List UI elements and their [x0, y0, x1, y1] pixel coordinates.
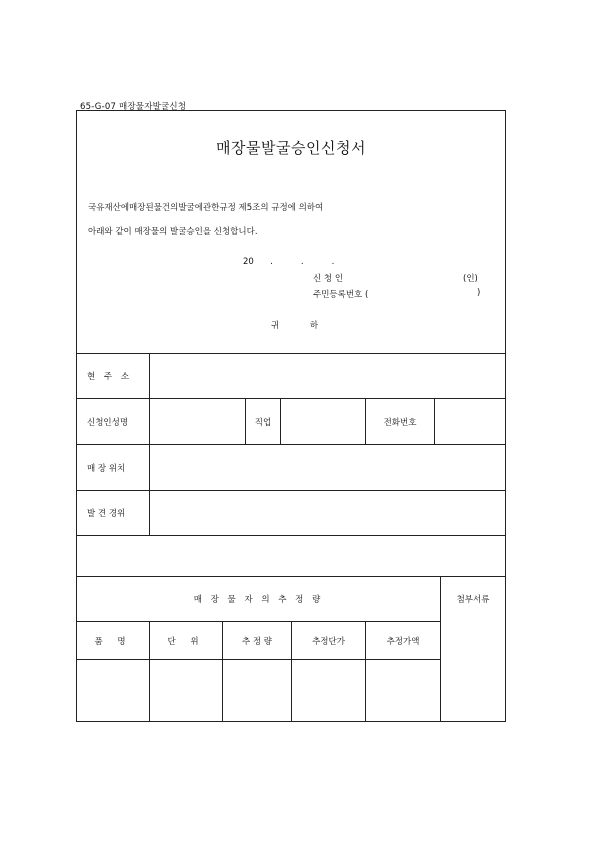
id-number-close: ): [477, 288, 481, 298]
discovery-label: 발 견 경위: [87, 509, 126, 519]
col-estimated-unit-price: 추정단가: [312, 636, 345, 647]
date-separator-month: .: [300, 257, 304, 267]
address-label: 현 주 소: [87, 372, 133, 382]
col-item-name: 품 명: [94, 636, 132, 647]
request-paragraph: 아래와 같이 매장물의 발굴승인을 신청합니다.: [88, 227, 258, 237]
phone-field[interactable]: [435, 399, 505, 444]
occupation-field[interactable]: [281, 399, 365, 444]
applicant-name-label: 신청인성명: [87, 417, 129, 428]
applicant-name-field[interactable]: [150, 399, 245, 444]
item-name-field[interactable]: [77, 660, 149, 721]
col-unit: 단 위: [167, 636, 205, 647]
addressee: 귀 하: [271, 321, 333, 331]
date-separator-year: .: [270, 257, 273, 267]
location-label: 매 장 위치: [87, 463, 126, 474]
address-field[interactable]: [150, 354, 505, 398]
attachments-field[interactable]: [441, 622, 505, 721]
applicant-label: 신 청 인: [313, 274, 344, 284]
application-form: [76, 110, 506, 722]
phone-label: 전화번호: [383, 417, 417, 428]
attachments-label: 첨부서류: [456, 595, 490, 605]
estimated-quantity-field[interactable]: [223, 660, 291, 721]
form-header: [77, 111, 505, 353]
col-estimated-quantity: 추 정 량: [241, 636, 273, 647]
unit-field[interactable]: [150, 660, 222, 721]
discovery-field[interactable]: [150, 491, 505, 535]
location-field[interactable]: [150, 445, 505, 490]
form-code: 65-G-07 매장물자발굴신청: [80, 102, 187, 112]
year-prefix: 20: [243, 257, 254, 267]
date-line[interactable]: [243, 257, 346, 267]
seal-mark: (인): [463, 274, 478, 284]
blank-row[interactable]: [77, 536, 505, 576]
estimated-value-field[interactable]: [366, 660, 440, 721]
col-estimated-value: 추정가액: [386, 636, 420, 647]
estimate-header: 매 장 물 자 의 추 정 량: [193, 595, 324, 605]
regulation-paragraph: 국유재산에매장된물건의발굴에관한규정 제5조의 규정에 의하여: [88, 203, 324, 213]
occupation-label: 직업: [254, 417, 272, 428]
form-title: 매장물발굴승인신청서: [216, 139, 366, 157]
estimated-unit-price-field[interactable]: [292, 660, 365, 721]
id-number-label: 주민등록번호 (: [313, 290, 369, 300]
date-separator-day: .: [331, 257, 335, 267]
